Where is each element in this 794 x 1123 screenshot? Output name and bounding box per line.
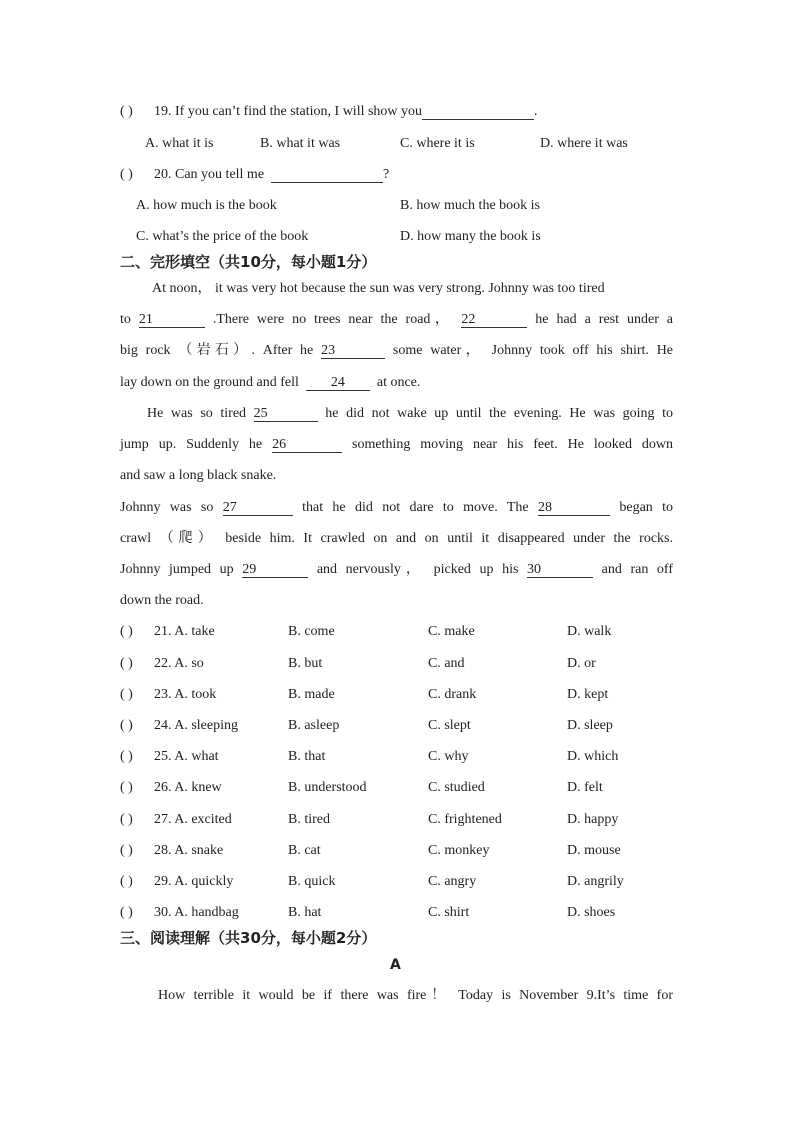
option-c: C. what’s the price of the book: [136, 229, 309, 244]
passage-line: crawl （爬） beside him. It crawled on and on until it disappeared under the rocks.: [120, 531, 673, 546]
blank-30: 30: [527, 562, 593, 578]
option-a: A. what it is: [145, 136, 214, 151]
option-a: 22. A. so: [154, 656, 204, 671]
blank-29: 29: [242, 562, 308, 578]
option-c: C. monkey: [428, 843, 490, 858]
option-a: 29. A. quickly: [154, 874, 234, 889]
option-a: 21. A. take: [154, 624, 215, 639]
option-b: B. come: [288, 624, 335, 639]
option-c: C. and: [428, 656, 465, 671]
passage-line: lay down on the ground and fell 24 at once.: [120, 375, 421, 390]
answer-blank: [271, 167, 383, 183]
blank-23: 23: [321, 343, 385, 359]
passage-label: A: [390, 957, 401, 973]
option-d: D. which: [567, 749, 619, 764]
blank-21: 21: [139, 312, 205, 328]
answer-paren: ( ): [120, 812, 133, 827]
answer-paren: ( ): [120, 780, 133, 795]
question-end: .: [534, 104, 538, 119]
answer-paren: ( ): [120, 656, 133, 671]
question-end: ?: [383, 167, 390, 182]
option-a: 23. A. took: [154, 687, 217, 702]
option-d: D. sleep: [567, 718, 613, 733]
option-a: 27. A. excited: [154, 812, 232, 827]
option-c: C. slept: [428, 718, 471, 733]
question-19: [120, 103, 538, 121]
passage-line: Johnny was so 27 that he did not dare to move. The 28 began to: [120, 500, 674, 515]
option-d: D. mouse: [567, 843, 621, 858]
option-c: C. shirt: [428, 905, 470, 920]
option-a: 24. A. sleeping: [154, 718, 238, 733]
option-d: D. where it was: [540, 136, 628, 151]
option-d: D. shoes: [567, 905, 616, 920]
option-b: B. what it was: [260, 136, 341, 151]
option-b: B. but: [288, 656, 323, 671]
option-c: C. studied: [428, 780, 485, 795]
option-a: 26. A. knew: [154, 780, 222, 795]
passage-line: Johnny jumped up 29 and nervously， picked up his 30 and ran off: [120, 562, 673, 577]
option-d: D. happy: [567, 812, 619, 827]
option-b: B. that: [288, 749, 326, 764]
option-a: 28. A. snake: [154, 843, 224, 858]
passage-line: How terrible it would be if there was fire！ Today is November 9.It’s time for: [158, 988, 673, 1003]
option-b: B. cat: [288, 843, 321, 858]
answer-paren: ( ): [120, 718, 133, 733]
question-stem: 19. If you can’t find the station, I will show you: [154, 104, 423, 119]
option-b: B. how much the book is: [400, 198, 540, 213]
option-b: B. quick: [288, 874, 336, 889]
option-c: C. drank: [428, 687, 477, 702]
passage-line: At noon， it was very hot because the sun was very strong. Johnny was too tired: [152, 281, 605, 296]
option-c: C. where it is: [400, 136, 475, 151]
blank-26: 26: [272, 437, 342, 453]
option-b: B. asleep: [288, 718, 340, 733]
blank-25: 25: [254, 406, 318, 422]
option-b: B. hat: [288, 905, 322, 920]
answer-blank: [422, 104, 534, 120]
passage-line: jump up. Suddenly he 26 something moving near his feet. He looked down: [120, 437, 673, 452]
option-b: B. understood: [288, 780, 367, 795]
blank-27: 27: [223, 500, 293, 516]
option-d: D. walk: [567, 624, 612, 639]
option-c: C. frightened: [428, 812, 502, 827]
section-3-title: 三、阅读理解（共30分，每小题2分）: [120, 929, 377, 947]
question-20: [120, 166, 389, 184]
passage-line: He was so tired 25 he did not wake up until the evening. He was going to: [147, 406, 674, 421]
answer-paren: ( ): [120, 874, 133, 889]
passage-line: and saw a long black snake.: [120, 468, 277, 483]
answer-paren: ( ): [120, 624, 133, 639]
answer-paren: ( ): [120, 104, 133, 119]
passage-line: down the road.: [120, 593, 204, 608]
option-c: C. why: [428, 749, 469, 764]
option-c: C. angry: [428, 874, 477, 889]
answer-paren: ( ): [120, 749, 133, 764]
passage-line: big rock （岩石）. After he 23 some water， Johnny took off his shirt. He: [120, 343, 674, 358]
answer-paren: ( ): [120, 843, 133, 858]
blank-22: 22: [461, 312, 527, 328]
option-d: D. felt: [567, 780, 603, 795]
option-d: D. angrily: [567, 874, 624, 889]
answer-paren: ( ): [120, 905, 133, 920]
answer-paren: ( ): [120, 167, 133, 182]
section-2-title: 二、完形填空（共10分，每小题1分）: [120, 253, 377, 271]
option-a: 25. A. what: [154, 749, 219, 764]
option-b: B. made: [288, 687, 335, 702]
option-d: D. how many the book is: [400, 229, 541, 244]
option-d: D. kept: [567, 687, 609, 702]
question-stem: 20. Can you tell me: [154, 167, 265, 182]
option-b: B. tired: [288, 812, 330, 827]
answer-paren: ( ): [120, 687, 133, 702]
passage-line: to 21 .There were no trees near the road， 22 he had a rest under a: [120, 312, 674, 327]
option-a: 30. A. handbag: [154, 905, 239, 920]
option-a: A. how much is the book: [136, 198, 277, 213]
blank-28: 28: [538, 500, 610, 516]
option-c: C. make: [428, 624, 475, 639]
option-d: D. or: [567, 656, 596, 671]
blank-24: 24: [306, 375, 370, 391]
